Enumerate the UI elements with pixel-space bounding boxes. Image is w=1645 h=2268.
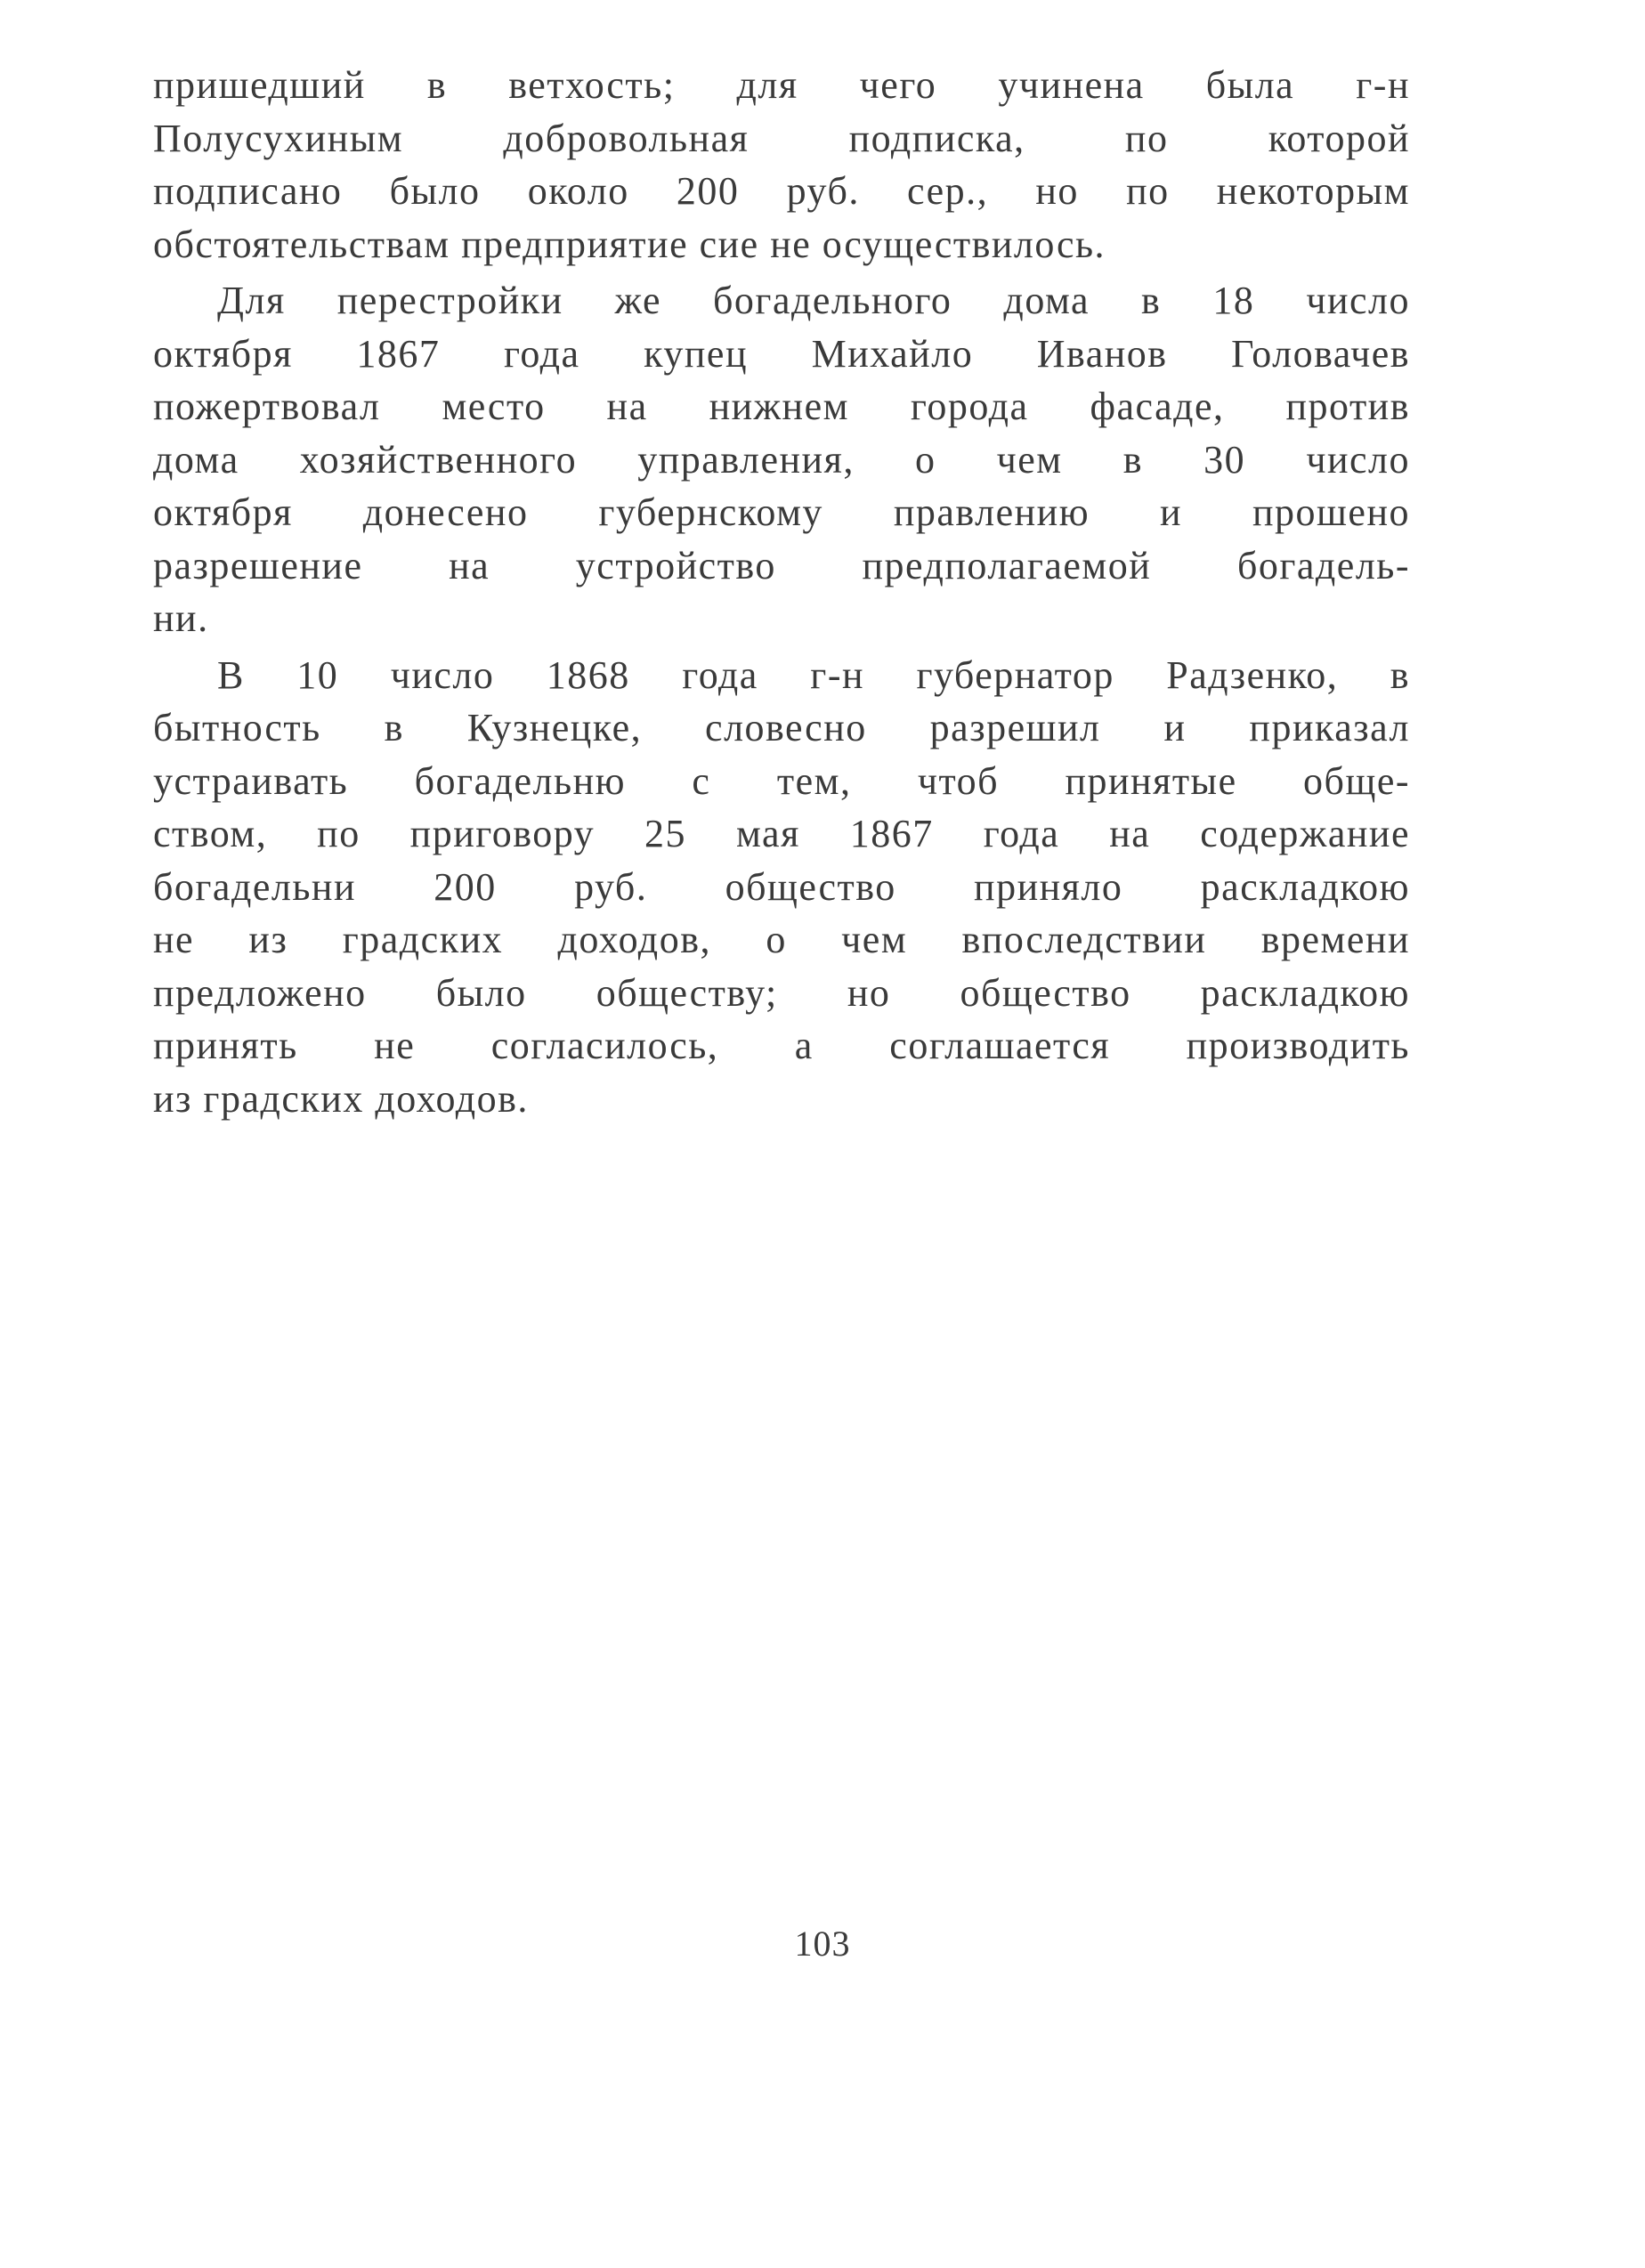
text-line: Полусухиным добровольная подписка, по которой (153, 116, 1410, 160)
text-line: Для перестройки же богадельного дома в 18 число (217, 279, 1410, 322)
paragraph-3 (153, 649, 1410, 1126)
text-line: пожертвовал место на нижнем города фасаде, против (153, 385, 1410, 428)
text-line: октября донесено губернскому правлению и прошено (153, 490, 1410, 534)
text-line: предложено было обществу; но общество раскладкою (153, 970, 1410, 1015)
text-line: бытность в Кузнецке, словесно разрешил и приказал (153, 706, 1410, 749)
body-text (153, 59, 1410, 1125)
text-line: богадельни 200 руб. общество приняло раскладкою (153, 864, 1410, 909)
text-line: ни. (153, 596, 209, 640)
text-line: не из градских доходов, о чем впоследствии времени (153, 918, 1410, 961)
paragraph-1 (153, 59, 1410, 271)
text-line: октября 1867 года купец Михайло Иванов Головачев (153, 331, 1410, 376)
text-line: ством, по приговору 25 мая 1867 года на содержание (153, 812, 1410, 855)
paragraph-2 (153, 274, 1410, 645)
text-line: дома хозяйственного управления, о чем в 30 число (153, 437, 1410, 482)
text-line: принять не согласилось, а соглашается производить (153, 1024, 1410, 1067)
text-line: В 10 число 1868 года г-н губернатор Радзенко, в (217, 652, 1410, 697)
text-line: обстоятельствам предприятие сие не осуществилось. (153, 222, 1106, 266)
text-line: подписано было около 200 руб. сер., но по некоторым (153, 169, 1410, 213)
page-number: 103 (794, 1924, 851, 1964)
text-line: разрешение на устройство предполагаемой богадель- (153, 543, 1410, 587)
text-line: из градских доходов. (153, 1076, 529, 1121)
text-line: пришедший в ветхость; для чего учинена была г-н (153, 63, 1410, 107)
text-line: устраивать богадельню с тем, чтоб принятые обще- (153, 758, 1410, 803)
